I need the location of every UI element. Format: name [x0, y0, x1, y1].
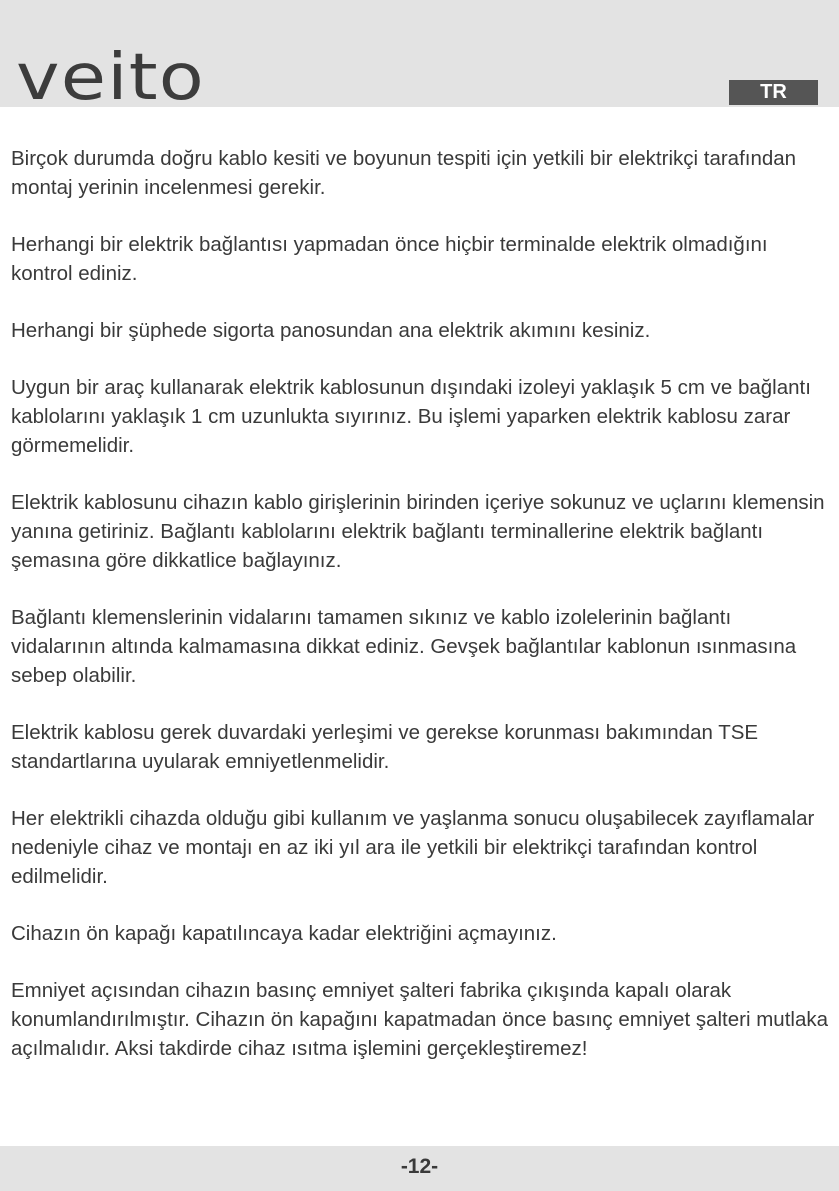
paragraph-10: Emniyet açısından cihazın basınç emniyet şalteri fabrika çıkışında kapalı olarak konumlandırılmıştır. Cihazın ön kapağını kapatmadan önce basınç emniyet şalteri mutlaka açılmalıdır. Aksi takdirde cihaz ısıtma işlemini gerçekleştiremez!	[11, 979, 829, 1060]
paragraph-1: Birçok durumda doğru kablo kesiti ve boyunun tespiti için yetkili bir elektrikçi tarafından montaj yerinin incelenmesi gerekir.	[11, 147, 797, 199]
page-header	[0, 0, 839, 115]
paragraph-6: Bağlantı klemenslerinin vidalarını tamamen sıkınız ve kablo izolelerinin bağlantı vidalarının altında kalmamasına dikkat ediniz. Gevşek bağlantılar kablonun ısınmasına sebep olabilir.	[11, 606, 797, 687]
paragraph-5: Elektrik kablosunu cihazın kablo girişlerinin birinden içeriye sokunuz ve uçlarını klemensin yanına getiriniz. Bağlantı kablolarını elektrik bağlantı terminallerine elektrik bağlantı şemasına göre dikkatlice bağlayınız.	[11, 491, 825, 572]
page-footer	[0, 1146, 839, 1191]
paragraph-7: Elektrik kablosu gerek duvardaki yerleşimi ve gerekse korunması bakımından TSE standartlarına uyularak emniyetlenmelidir.	[11, 721, 759, 773]
paragraph-9: Cihazın ön kapağı kapatılıncaya kadar elektriğini açmayınız.	[11, 922, 557, 945]
page-number: -12-	[400, 1155, 439, 1178]
paragraph-4: Uygun bir araç kullanarak elektrik kablosunun dışındaki izoleyi yaklaşık 5 cm ve bağlantı kablolarını yaklaşık 1 cm uzunlukta sıyırınız. Bu işlemi yaparken elektrik kablosu zarar görmemelidir.	[11, 376, 811, 457]
paragraph-2: Herhangi bir elektrik bağlantısı yapmadan önce hiçbir terminalde elektrik olmadığını kontrol ediniz.	[11, 233, 768, 285]
language-badge: TR	[729, 80, 818, 105]
document-body	[11, 144, 831, 1091]
paragraph-3: Herhangi bir şüphede sigorta panosundan ana elektrik akımını kesiniz.	[11, 319, 651, 342]
brand-logo: veito	[16, 41, 205, 115]
paragraph-8: Her elektrikli cihazda olduğu gibi kullanım ve yaşlanma sonucu oluşabilecek zayıflamalar nedeniyle cihaz ve montajı en az iki yıl ara ile yetkili bir elektrikçi tarafından kontrol edilmelidir.	[11, 807, 815, 888]
